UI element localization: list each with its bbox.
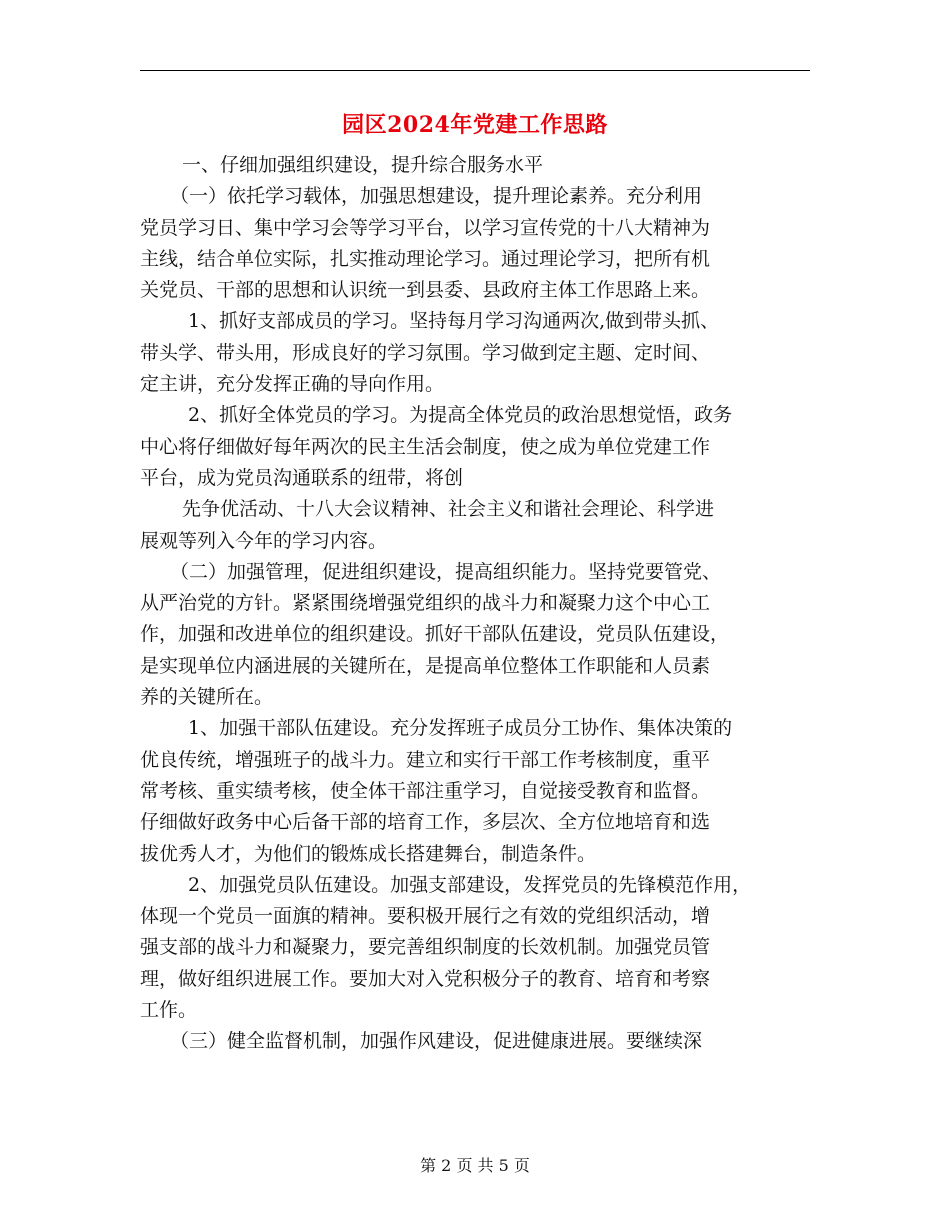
text-line: 2、抓好全体党员的学习。为提高全体党员的政治思想觉悟，政务 [188,404,733,427]
text-line: 带头学、带头用，形成良好的学习氛围。学习做到定主题、定时间、 [140,341,711,364]
document-title: 园区2024年党建工作思路 [342,112,608,138]
text-line: 作，加强和改进单位的组织建设。抓好干部队伍建设，党员队伍建设， [140,623,730,646]
text-line: （三）健全监督机制，加强作风建设，促进健康进展。要继续深 [170,1030,703,1053]
text-line: 是实现单位内涵进展的关键所在，是提高单位整体工作职能和人员素 [140,654,711,677]
text-line: 1、抓好支部成员的学习。坚持每月学习沟通两次,做到带头抓、 [188,310,720,333]
text-line: 定主讲，充分发挥正确的导向作用。 [140,373,445,396]
text-line: （一）依托学习载体，加强思想建设，提升理论素养。充分利用 [170,185,703,208]
text-line: 展观等列入今年的学习内容。 [140,529,388,552]
text-line: 1、加强干部队伍建设。充分发挥班子成员分工协作、集体决策的 [188,717,733,740]
text-line: 平台，成为党员沟通联系的纽带，将创 [140,466,464,489]
text-line: 中心将仔细做好每年两次的民主生活会制度，使之成为单位党建工作 [140,435,711,458]
text-line: （二）加强管理，促进组织建设，提高组织能力。坚持党要管党、 [170,560,722,583]
document-body [140,150,810,1058]
text-line: 常考核、重实绩考核，使全体干部注重学习，自觉接受教育和监督。 [140,779,711,802]
text-line: 理，做好组织进展工作。要加大对入党积极分子的教育、培育和考察 [140,967,711,990]
header-rule [140,70,810,71]
text-line: 党员学习日、集中学习会等学习平台，以学习宣传党的十八大精神为 [140,216,711,239]
text-line: 从严治党的方针。紧紧围绕增强党组织的战斗力和凝聚力这个中心工 [140,592,711,615]
text-line: 养的关键所在。 [140,686,274,709]
text-line: 仔细做好政务中心后备干部的培育工作，多层次、全方位地培育和选 [140,811,711,834]
text-line: 2、加强党员队伍建设。加强支部建设，发挥党员的先锋模范作用， [188,873,752,896]
text-line: 主线，结合单位实际，扎实推动理论学习。通过理论学习，把所有机 [140,247,711,270]
text-line: 优良传统，增强班子的战斗力。建立和实行干部工作考核制度，重平 [140,748,711,771]
text-line: 拔优秀人才，为他们的锻炼成长搭建舞台，制造条件。 [140,842,597,865]
page-footer: 第 2 页 共 5 页 [420,1156,530,1175]
text-line: 先争优活动、十八大会议精神、社会主义和谐社会理论、科学进 [182,498,715,521]
text-line: 强支部的战斗力和凝聚力，要完善组织制度的长效机制。加强党员管 [140,936,711,959]
text-line: 工作。 [140,999,198,1022]
text-line: 关党员、干部的思想和认识统一到县委、县政府主体工作思路上来。 [140,279,711,302]
text-line: 体现一个党员一面旗的精神。要积极开展行之有效的党组织活动，增 [140,905,711,928]
text-line: 一、仔细加强组织建设，提升综合服务水平 [182,154,544,176]
